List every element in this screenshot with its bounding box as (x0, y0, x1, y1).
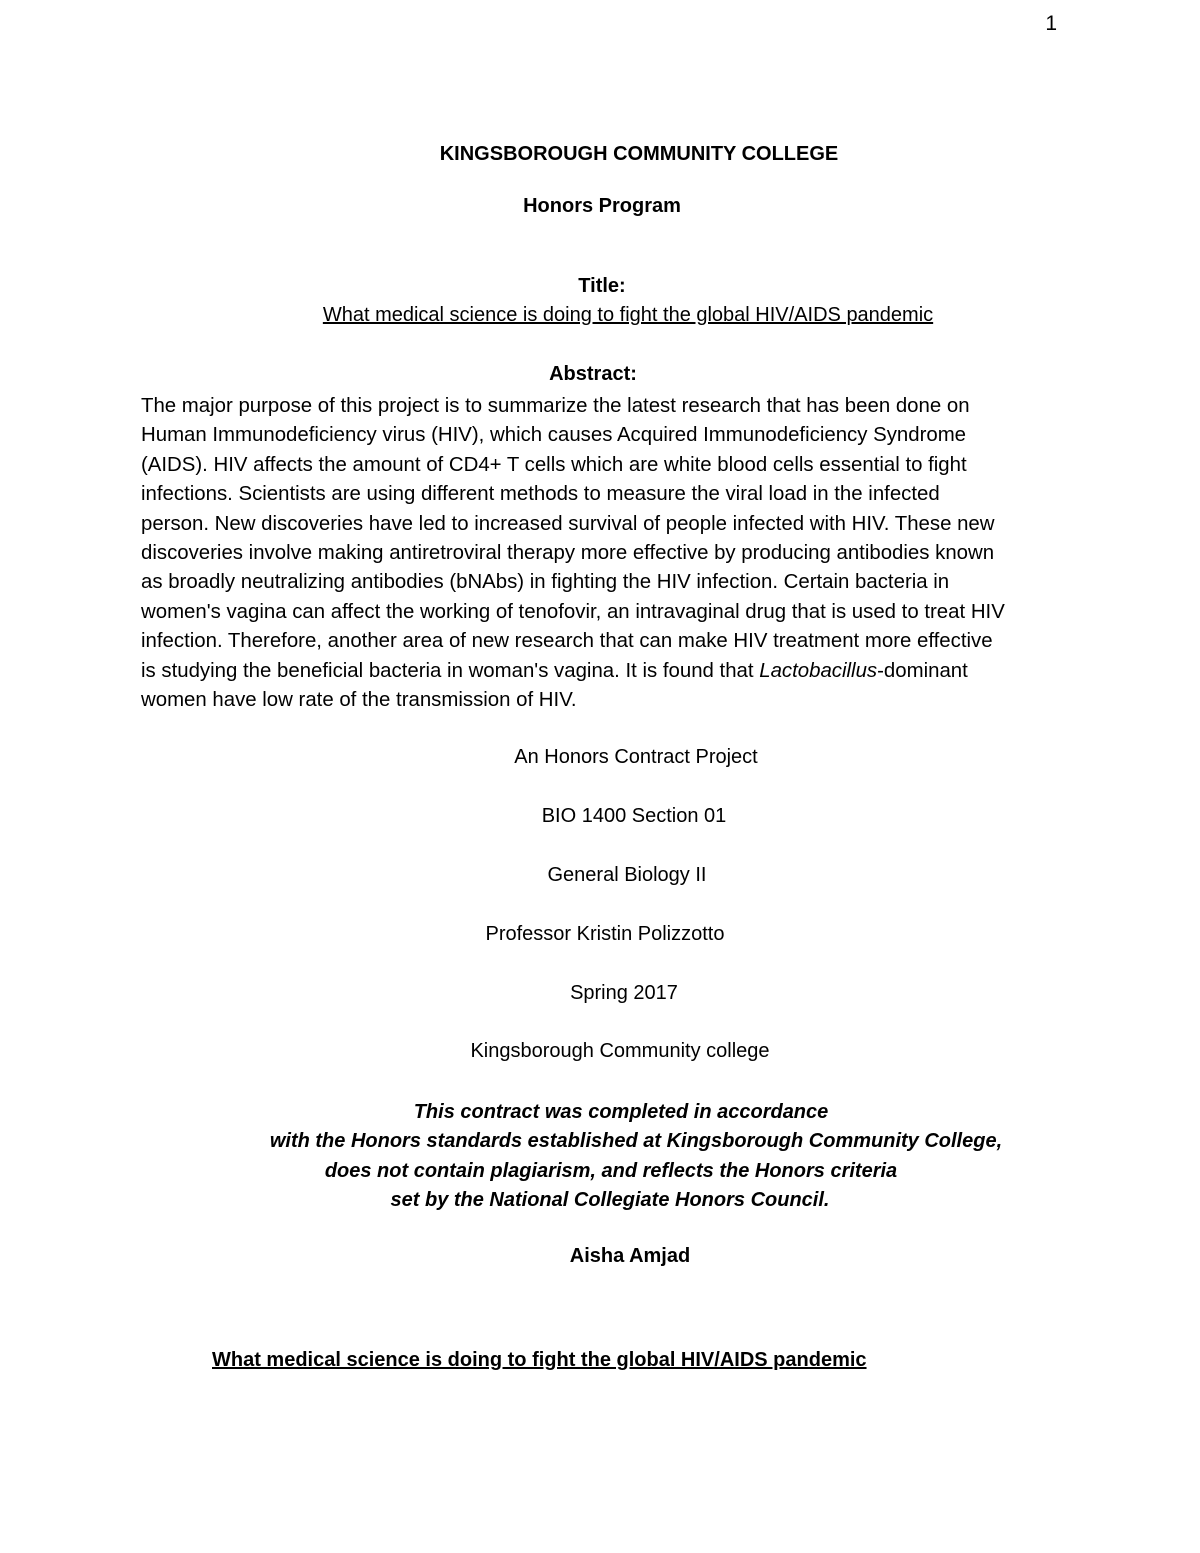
genus-name: Lactobacillus (759, 659, 878, 682)
title-label: Title: (578, 275, 626, 297)
project-type: An Honors Contract Project (514, 746, 758, 768)
abstract-line: as broadly neutralizing antibodies (bNAbs) in fighting the HIV infection. Certain bacteria in (141, 571, 950, 594)
abstract-line: women's vagina can affect the working of tenofovir, an intravaginal drug that is used to treat HIV (141, 600, 1005, 623)
certification-line: set by the National Collegiate Honors Council. (390, 1188, 830, 1211)
course-name: General Biology II (547, 864, 707, 886)
abstract-line-with-italic (141, 657, 1071, 686)
page-number: 1 (1045, 12, 1057, 35)
abstract-line-end: -dominant (877, 659, 968, 682)
abstract-line-start: is studying the beneficial bacteria in woman's vagina. It is found that (141, 659, 760, 682)
abstract-line: The major purpose of this project is to summarize the latest research that has been done on (141, 395, 970, 417)
title-text: What medical science is doing to fight the global HIV/AIDS pandemic (322, 304, 934, 326)
abstract-line: Human Immunodeficiency virus (HIV), which causes Acquired Immunodeficiency Syndrome (141, 424, 967, 447)
paper-title: What medical science is doing to fight the global HIV/AIDS pandemic (212, 1349, 867, 1371)
abstract-label: Abstract: (549, 363, 637, 385)
abstract-line: women have low rate of the transmission of HIV. (141, 689, 577, 712)
course-section: BIO 1400 Section 01 (541, 805, 727, 827)
program-name: Honors Program (523, 195, 681, 217)
certification-line: with the Honors standards established at Kingsborough Community College, (269, 1130, 1003, 1153)
certification-line: This contract was completed in accordance (413, 1101, 829, 1123)
abstract-line: infection. Therefore, another area of new research that can make HIV treatment more effective (141, 630, 993, 653)
professor-name: Professor Kristin Polizzotto (485, 923, 725, 945)
institution: Kingsborough Community college (470, 1040, 770, 1062)
abstract-body (141, 392, 1071, 715)
author-name: Aisha Amjad (569, 1245, 691, 1267)
college-name: KINGSBOROUGH COMMUNITY COLLEGE (439, 143, 839, 165)
abstract-line: infections. Scientists are using different methods to measure the viral load in the infected (141, 483, 940, 506)
abstract-line: (AIDS). HIV affects the amount of CD4+ T cells which are white blood cells essential to fight (141, 453, 967, 476)
certification-statement (0, 1098, 1200, 1215)
abstract-line: person. New discoveries have led to increased survival of people infected with HIV. These new (141, 512, 995, 535)
abstract-line: discoveries involve making antiretroviral therapy more effective by producing antibodies known (141, 542, 995, 565)
certification-line: does not contain plagiarism, and reflects the Honors criteria (324, 1159, 898, 1182)
term: Spring 2017 (570, 982, 678, 1004)
